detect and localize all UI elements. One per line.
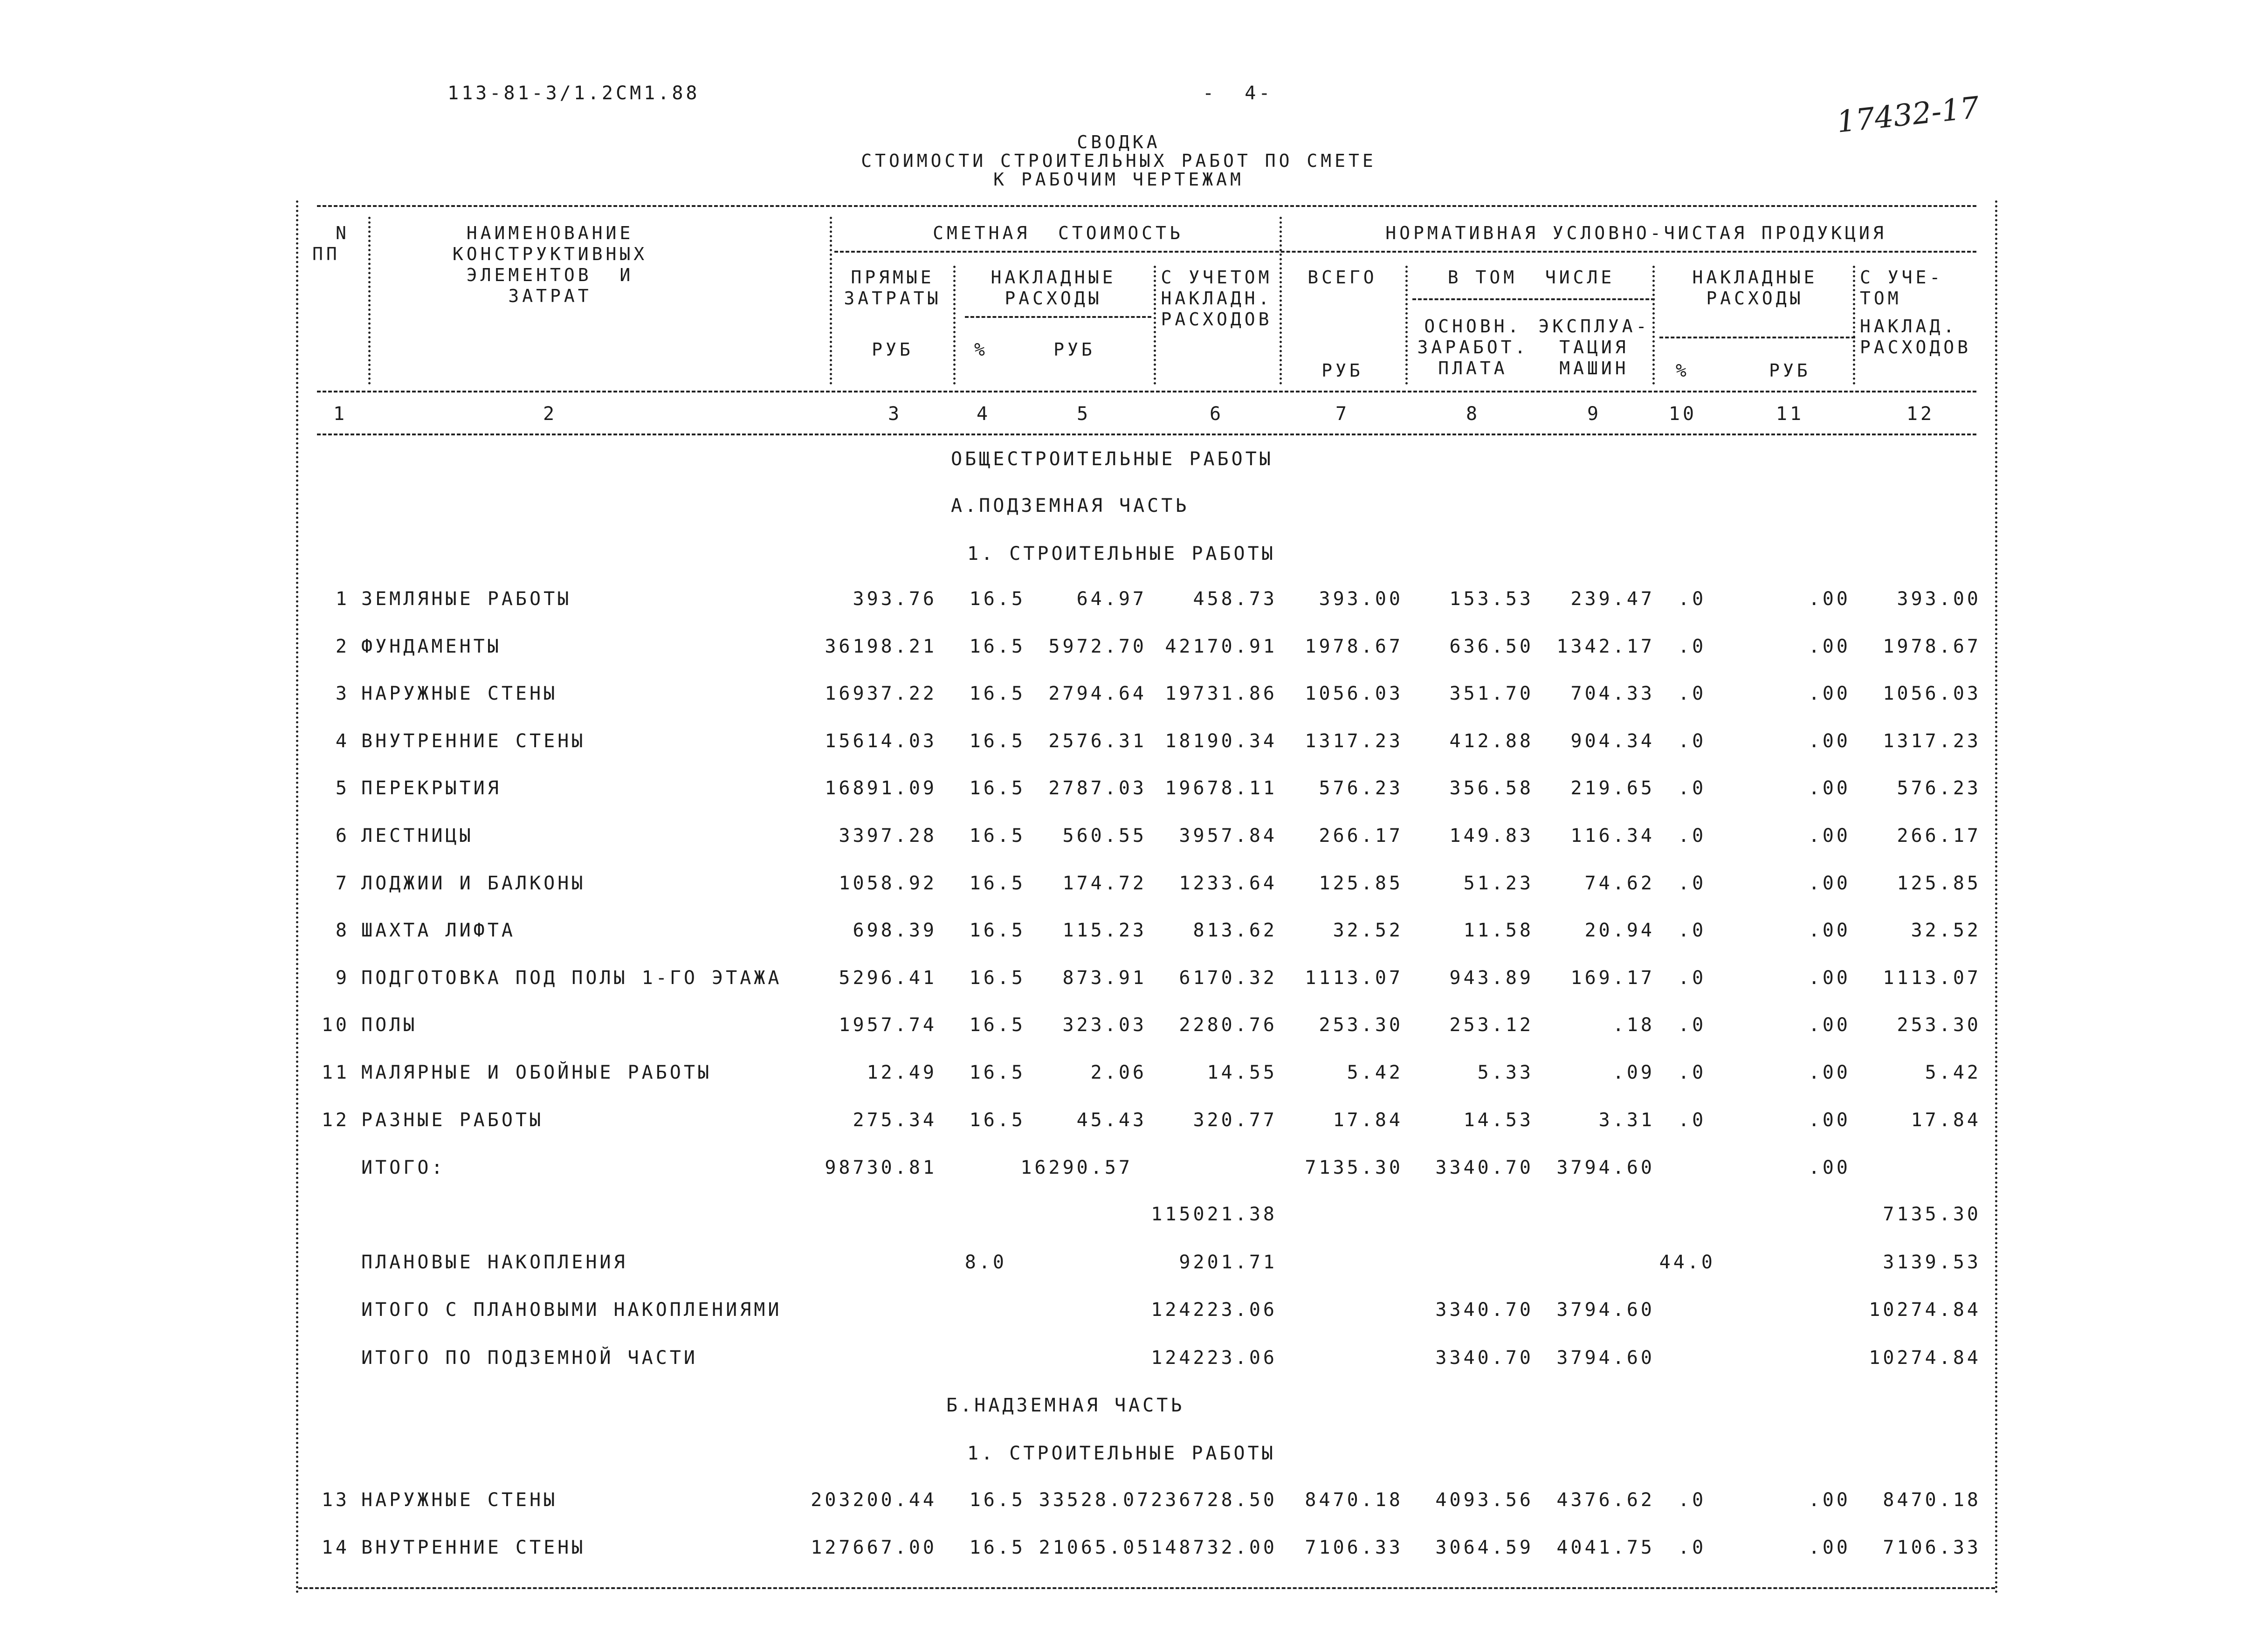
cell-c8: 4093.56	[1435, 1489, 1534, 1511]
cell-c7: 8470.18	[1305, 1489, 1403, 1511]
cell-c10: .0	[1678, 872, 1707, 894]
col-number: 5	[1076, 403, 1091, 425]
cell-name: ПОДГОТОВКА ПОД ПОЛЫ 1-ГО ЭТАЖА	[361, 967, 782, 989]
with-plan-c12: 10274.84	[1869, 1299, 1981, 1321]
cell-c10: .0	[1678, 1536, 1707, 1558]
cell-c4: 16.5	[969, 1109, 1025, 1131]
cell-c10: .0	[1678, 1014, 1707, 1036]
header-pryamye: ПРЯМЫЕ	[851, 267, 935, 288]
header-normativ: НОРМАТИВНАЯ УСЛОВНО-ЧИСТАЯ ПРОДУКЦИЯ	[1385, 223, 1887, 243]
header-s-uchetom: С УЧЕТОМ	[1161, 267, 1273, 288]
cell-c4: 16.5	[969, 920, 1025, 942]
header-vsego-rub: РУБ	[1321, 360, 1363, 381]
cell-c11: .00	[1808, 778, 1851, 799]
cell-c4: 16.5	[969, 1489, 1025, 1511]
cell-c8: 636.50	[1449, 635, 1534, 657]
cell-n: 9	[335, 967, 350, 989]
cell-c7: 266.17	[1319, 825, 1403, 847]
cell-c6: 42170.91	[1165, 635, 1277, 657]
cell-n: 13	[321, 1489, 350, 1511]
cell-c6: 3957.84	[1179, 825, 1277, 847]
col-number: 11	[1775, 403, 1804, 425]
cell-c9: 904.34	[1570, 730, 1655, 752]
cell-c5: 323.03	[1062, 1014, 1147, 1036]
document-subtitle: СТОИМОСТИ СТРОИТЕЛЬНЫХ РАБОТ ПО СМЕТЕ	[861, 151, 1376, 171]
table-left-border	[296, 200, 298, 1594]
cell-n: 10	[321, 1014, 350, 1036]
header-v-tom-chisle: В ТОМ ЧИСЛЕ	[1447, 267, 1615, 288]
cell-c11: .00	[1808, 825, 1851, 847]
cell-c12: 266.17	[1897, 825, 1981, 847]
cell-c5: 64.97	[1076, 588, 1147, 610]
col-number: 9	[1587, 403, 1602, 425]
header-tom: ТОМ	[1860, 288, 1902, 309]
cell-c6: 1233.64	[1179, 872, 1277, 894]
cell-c7: 1978.67	[1305, 635, 1403, 657]
cell-c8: 11.58	[1463, 920, 1534, 942]
document-title: СВОДКА	[1077, 132, 1161, 152]
cell-c8: 14.53	[1463, 1109, 1534, 1131]
cell-c11: .00	[1808, 635, 1851, 657]
underground-total-c12: 10274.84	[1869, 1347, 1981, 1369]
cell-n: 4	[335, 730, 350, 752]
cell-c5: 873.91	[1062, 967, 1147, 989]
cell-c6: 19678.11	[1165, 778, 1277, 799]
cell-c3: 393.76	[853, 588, 937, 610]
cell-c4: 16.5	[969, 1014, 1025, 1036]
cell-name: ЛОДЖИИ И БАЛКОНЫ	[361, 872, 586, 894]
header-naklad-pct: %	[974, 339, 988, 360]
itogo-vsego: 7135.30	[1305, 1157, 1403, 1178]
cell-c7: 1113.07	[1305, 967, 1403, 989]
header-naklad-rub: РУБ	[1053, 339, 1095, 360]
cell-c11: .00	[1808, 1536, 1851, 1558]
header-rule-4	[1659, 337, 1855, 338]
col-sep-1	[368, 217, 371, 385]
cell-c10: .0	[1678, 967, 1707, 989]
cell-c4: 16.5	[969, 778, 1025, 799]
header-naklad-12: НАКЛАД.	[1860, 316, 1958, 337]
cell-c11: .00	[1808, 872, 1851, 894]
cell-c8: 253.12	[1449, 1014, 1534, 1036]
cell-c4: 16.5	[969, 635, 1025, 657]
cell-n: 8	[335, 920, 350, 942]
header-rashody2: РАСХОДЫ	[1706, 288, 1804, 309]
with-plan-label: ИТОГО С ПЛАНОВЫМИ НАКОПЛЕНИЯМИ	[361, 1299, 782, 1321]
col-number: 8	[1466, 403, 1480, 425]
itogo-direct-costs: 98730.81	[825, 1157, 937, 1178]
cell-c6: 6170.32	[1179, 967, 1277, 989]
cell-c9: 4041.75	[1556, 1536, 1655, 1558]
section-heading: 1. СТРОИТЕЛЬНЫЕ РАБОТЫ	[967, 543, 1276, 564]
cell-c9: .09	[1612, 1062, 1655, 1083]
header-plata: ПЛАТА	[1438, 358, 1508, 379]
header-n: N	[336, 223, 350, 243]
section-heading: ОБЩЕСТРОИТЕЛЬНЫЕ РАБОТЫ	[951, 448, 1273, 470]
cell-c11: .00	[1808, 1014, 1851, 1036]
cell-c9: 704.33	[1570, 683, 1655, 705]
cell-c8: 153.53	[1449, 588, 1534, 610]
cell-c8: 943.89	[1449, 967, 1534, 989]
cell-c10: .0	[1678, 920, 1707, 942]
section-heading: А.ПОДЗЕМНАЯ ЧАСТЬ	[951, 495, 1190, 516]
cell-c10: .0	[1678, 730, 1707, 752]
cell-c4: 16.5	[969, 1536, 1025, 1558]
cell-c3: 127667.00	[811, 1536, 937, 1558]
table-right-border	[1995, 200, 1997, 1594]
cell-c5: 2787.03	[1048, 778, 1147, 799]
cell-c10: .0	[1678, 825, 1707, 847]
plan-label: ПЛАНОВЫЕ НАКОПЛЕНИЯ	[361, 1252, 628, 1273]
cell-c3: 36198.21	[825, 635, 937, 657]
cell-c8: 3064.59	[1435, 1536, 1534, 1558]
cell-c6: 320.77	[1193, 1109, 1277, 1131]
cell-c5-c6: 33528.07236728.50	[1039, 1489, 1277, 1511]
cell-n: 12	[321, 1109, 350, 1131]
underground-total-c9: 3794.60	[1556, 1347, 1655, 1369]
col-numbers-rule	[317, 434, 1976, 435]
with-plan-c9: 3794.60	[1556, 1299, 1655, 1321]
document-code: 113-81-3/1.2СМ1.88	[447, 83, 700, 104]
cell-c8: 5.33	[1477, 1062, 1534, 1083]
header-rashody: РАСХОДЫ	[1005, 288, 1102, 309]
plan-col12: 3139.53	[1883, 1252, 1981, 1273]
plan-percent-2: 44.0	[1659, 1252, 1715, 1273]
cell-c8: 51.23	[1463, 872, 1534, 894]
col-sep-2	[830, 217, 832, 385]
cell-c12: 576.23	[1897, 778, 1981, 799]
itogo-label: ИТОГО:	[361, 1157, 446, 1178]
cell-c3: 16891.09	[825, 778, 937, 799]
with-plan-c6: 124223.06	[1151, 1299, 1277, 1321]
cell-c6: 458.73	[1193, 588, 1277, 610]
cell-c3: 1957.74	[839, 1014, 937, 1036]
cell-name: ПЕРЕКРЫТИЯ	[361, 778, 502, 799]
plan-amount: 9201.71	[1179, 1252, 1277, 1273]
header-name-2: КОНСТРУКТИВНЫХ	[452, 244, 648, 264]
col-number: 4	[976, 403, 991, 425]
cell-c4: 16.5	[969, 683, 1025, 705]
cell-c5: 2576.31	[1048, 730, 1147, 752]
header-nakladn: НАКЛАДН.	[1161, 288, 1273, 309]
cell-c12: 32.52	[1911, 920, 1981, 942]
cell-c3: 203200.44	[811, 1489, 937, 1511]
cell-c12: 8470.18	[1883, 1489, 1981, 1511]
col-number: 3	[888, 403, 902, 425]
cell-c8: 149.83	[1449, 825, 1534, 847]
sum-with-overhead: 115021.38	[1151, 1204, 1277, 1225]
header-naklad: НАКЛАДНЫЕ	[991, 267, 1116, 288]
cell-c9: 169.17	[1570, 967, 1655, 989]
cell-c5: 5972.70	[1048, 635, 1147, 657]
cell-c11: .00	[1808, 730, 1851, 752]
cell-c7: 253.30	[1319, 1014, 1403, 1036]
cell-c12: 7106.33	[1883, 1536, 1981, 1558]
cell-c12: 1113.07	[1883, 967, 1981, 989]
cell-c4: 16.5	[969, 1062, 1025, 1083]
header-rashodov-12: РАСХОДОВ	[1860, 337, 1972, 358]
col-sep-3	[953, 266, 956, 385]
col-sep-5	[1280, 217, 1282, 385]
col-number: 7	[1335, 403, 1350, 425]
cell-c5: 2.06	[1090, 1062, 1147, 1083]
table-top-rule	[317, 205, 1976, 207]
cell-n: 3	[335, 683, 350, 705]
cell-c9: 239.47	[1570, 588, 1655, 610]
cell-c7: 1317.23	[1305, 730, 1403, 752]
header-pp: ПП	[312, 244, 340, 264]
cell-c3: 275.34	[853, 1109, 937, 1131]
cell-c3: 15614.03	[825, 730, 937, 752]
col-sep-6	[1405, 266, 1408, 385]
header-rule-3	[1412, 298, 1655, 300]
cell-c5: 45.43	[1076, 1109, 1147, 1131]
document-subtitle-2: К РАБОЧИМ ЧЕРТЕЖАМ	[993, 169, 1244, 190]
itogo-overhead-rub: .00	[1808, 1157, 1851, 1178]
cell-c7: 7106.33	[1305, 1536, 1403, 1558]
cell-name: ФУНДАМЕНТЫ	[361, 635, 502, 657]
cell-c9: 116.34	[1570, 825, 1655, 847]
cell-n: 11	[321, 1062, 350, 1083]
header-rashodov: РАСХОДОВ	[1161, 309, 1273, 330]
header-zarabot: ЗАРАБОТ.	[1417, 337, 1529, 358]
underground-total-c8: 3340.70	[1435, 1347, 1534, 1369]
cell-c12: 1317.23	[1883, 730, 1981, 752]
cell-name: ШАХТА ЛИФТА	[361, 920, 516, 942]
cell-c12: 393.00	[1897, 588, 1981, 610]
cell-c9: 74.62	[1584, 872, 1655, 894]
header-bottom-rule	[317, 391, 1976, 392]
with-plan-c8: 3340.70	[1435, 1299, 1534, 1321]
cell-name: ПОЛЫ	[361, 1014, 418, 1036]
cell-c9: 20.94	[1584, 920, 1655, 942]
cell-c6: 813.62	[1193, 920, 1277, 942]
cell-c7: 17.84	[1333, 1109, 1403, 1131]
cell-c4: 16.5	[969, 730, 1025, 752]
cell-c10: .0	[1678, 635, 1707, 657]
cell-c12: 1978.67	[1883, 635, 1981, 657]
cell-c5-c6: 21065.05148732.00	[1039, 1536, 1277, 1558]
cell-c12: 125.85	[1897, 872, 1981, 894]
cell-n: 7	[335, 872, 350, 894]
cell-c7: 32.52	[1333, 920, 1403, 942]
cell-c12: 17.84	[1911, 1109, 1981, 1131]
cell-c11: .00	[1808, 1062, 1851, 1083]
cell-c8: 351.70	[1449, 683, 1534, 705]
cell-c10: .0	[1678, 778, 1707, 799]
cell-c4: 16.5	[969, 825, 1025, 847]
cell-name: НАРУЖНЫЕ СТЕНЫ	[361, 1489, 558, 1511]
cell-c11: .00	[1808, 1489, 1851, 1511]
header-uche: С УЧЕ-	[1860, 267, 1944, 288]
cell-c10: .0	[1678, 1109, 1707, 1131]
cell-c4: 16.5	[969, 588, 1025, 610]
header-name-1: НАИМЕНОВАНИЕ	[466, 223, 634, 243]
cell-c12: 253.30	[1897, 1014, 1981, 1036]
cell-c9: .18	[1612, 1014, 1655, 1036]
itogo-overhead: 16290.57	[1020, 1157, 1133, 1178]
col-number: 12	[1906, 403, 1935, 425]
cell-c10: .0	[1678, 1489, 1707, 1511]
cell-c8: 356.58	[1449, 778, 1534, 799]
cell-c6: 18190.34	[1165, 730, 1277, 752]
cell-c3: 3397.28	[839, 825, 937, 847]
cell-name: РАЗНЫЕ РАБОТЫ	[361, 1109, 544, 1131]
cell-c9: 4376.62	[1556, 1489, 1655, 1511]
cell-c5: 2794.64	[1048, 683, 1147, 705]
cell-n: 2	[335, 635, 350, 657]
cell-c9: 219.65	[1570, 778, 1655, 799]
underground-total-c6: 124223.06	[1151, 1347, 1277, 1369]
cell-n: 14	[321, 1536, 350, 1558]
cell-c5: 560.55	[1062, 825, 1147, 847]
cell-c5: 174.72	[1062, 872, 1147, 894]
plan-percent: 8.0	[964, 1252, 1007, 1273]
section-heading: 1. СТРОИТЕЛЬНЫЕ РАБОТЫ	[967, 1443, 1276, 1464]
cell-c7: 576.23	[1319, 778, 1403, 799]
itogo-machinery: 3794.60	[1556, 1157, 1655, 1178]
cell-c3: 698.39	[853, 920, 937, 942]
header-rule-2	[965, 316, 1151, 318]
cell-c11: .00	[1808, 588, 1851, 610]
cell-c7: 1056.03	[1305, 683, 1403, 705]
handwritten-registration-number: 17432-17	[1835, 90, 1981, 140]
cell-c9: 3.31	[1598, 1109, 1655, 1131]
cell-c7: 5.42	[1347, 1062, 1403, 1083]
header-vsego: ВСЕГО	[1307, 267, 1377, 288]
col-number: 2	[543, 403, 557, 425]
header-mashin: МАШИН	[1559, 358, 1629, 379]
cell-c10: .0	[1678, 1062, 1707, 1083]
cell-c11: .00	[1808, 1109, 1851, 1131]
cell-c9: 1342.17	[1556, 635, 1655, 657]
cell-name: МАЛЯРНЫЕ И ОБОЙНЫЕ РАБОТЫ	[361, 1062, 712, 1083]
cell-name: ЗЕМЛЯНЫЕ РАБОТЫ	[361, 588, 572, 610]
cell-name: ВНУТРЕННИЕ СТЕНЫ	[361, 1536, 586, 1558]
cell-c3: 16937.22	[825, 683, 937, 705]
cell-n: 5	[335, 778, 350, 799]
header-smeta: СМЕТНАЯ СТОИМОСТЬ	[933, 223, 1184, 243]
cell-c12: 5.42	[1925, 1062, 1981, 1083]
cell-name: ЛЕСТНИЦЫ	[361, 825, 474, 847]
cell-c5: 115.23	[1062, 920, 1147, 942]
header-name-4: ЗАТРАТ	[508, 286, 592, 306]
header-zatraty: ЗАТРАТЫ	[844, 288, 942, 309]
col-number: 1	[333, 403, 348, 425]
cell-c7: 125.85	[1319, 872, 1403, 894]
itogo-wages: 3340.70	[1435, 1157, 1534, 1178]
cell-c4: 16.5	[969, 967, 1025, 989]
cell-name: ВНУТРЕННИЕ СТЕНЫ	[361, 730, 586, 752]
header-osnov: ОСНОВН.	[1424, 316, 1522, 337]
sum-col12: 7135.30	[1883, 1204, 1981, 1225]
header-pryamye-rub: РУБ	[872, 339, 914, 360]
cell-c6: 19731.86	[1165, 683, 1277, 705]
header-tatsiya: ТАЦИЯ	[1559, 337, 1629, 358]
cell-c6: 14.55	[1207, 1062, 1277, 1083]
cell-n: 6	[335, 825, 350, 847]
cell-c11: .00	[1808, 683, 1851, 705]
cell-c3: 12.49	[867, 1062, 937, 1083]
header-nakl2-pct: %	[1676, 360, 1690, 381]
header-nakl2: НАКЛАДНЫЕ	[1692, 267, 1818, 288]
cell-c3: 5296.41	[839, 967, 937, 989]
cell-c7: 393.00	[1319, 588, 1403, 610]
cell-c10: .0	[1678, 683, 1707, 705]
header-name-3: ЭЛЕМЕНТОВ И	[466, 265, 634, 285]
cell-c12: 1056.03	[1883, 683, 1981, 705]
cell-c10: .0	[1678, 588, 1707, 610]
col-number: 6	[1209, 403, 1224, 425]
section-heading: Б.НАДЗЕМНАЯ ЧАСТЬ	[946, 1395, 1185, 1416]
table-bottom-rule	[298, 1587, 1995, 1589]
header-ekspl: ЭКСПЛУА-	[1538, 316, 1650, 337]
underground-total-label: ИТОГО ПО ПОДЗЕМНОЙ ЧАСТИ	[361, 1347, 698, 1369]
cell-c11: .00	[1808, 920, 1851, 942]
page-number: - 4-	[1203, 83, 1273, 104]
cell-c3: 1058.92	[839, 872, 937, 894]
cell-c11: .00	[1808, 967, 1851, 989]
cell-c8: 412.88	[1449, 730, 1534, 752]
cell-c6: 2280.76	[1179, 1014, 1277, 1036]
header-rule-1	[834, 251, 1976, 253]
col-number: 10	[1668, 403, 1697, 425]
cell-n: 1	[335, 588, 350, 610]
col-sep-8	[1853, 266, 1855, 385]
cell-name: НАРУЖНЫЕ СТЕНЫ	[361, 683, 558, 705]
header-nakl2-rub: РУБ	[1769, 360, 1811, 381]
cell-c4: 16.5	[969, 872, 1025, 894]
